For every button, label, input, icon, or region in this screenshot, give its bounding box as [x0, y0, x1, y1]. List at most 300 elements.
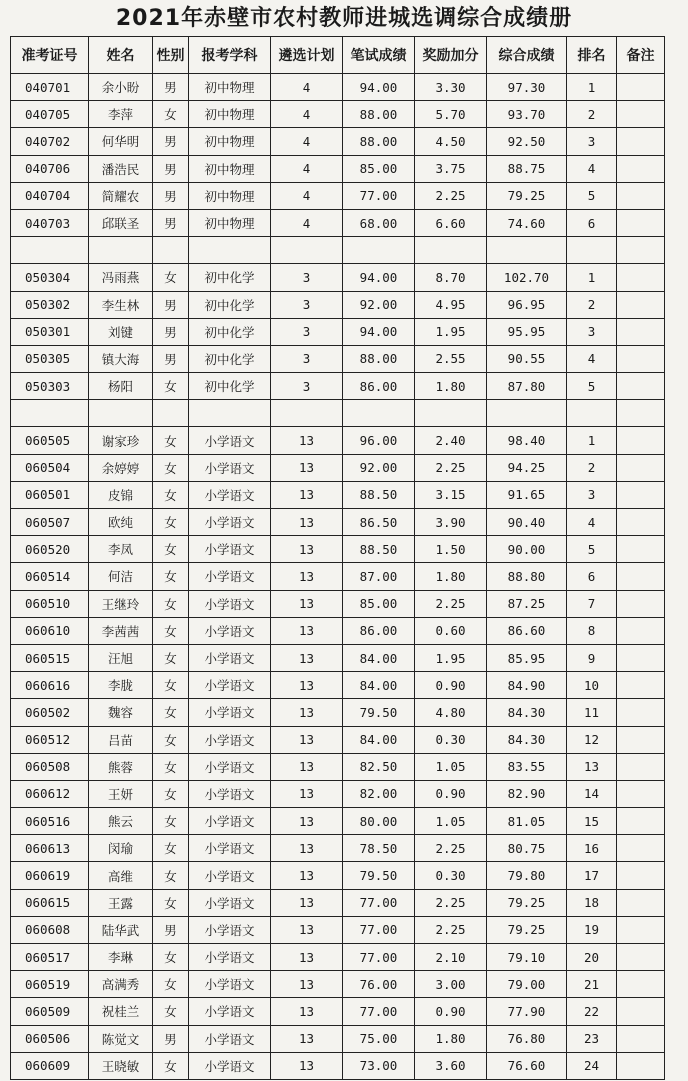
cell-written-score: 92.00 [343, 291, 415, 318]
cell-written-score: 80.00 [343, 808, 415, 835]
table-row [11, 1025, 665, 1052]
cell-subject: 小学语文 [189, 862, 271, 889]
cell-name: 杨阳 [89, 373, 153, 400]
cell-plan: 4 [271, 182, 343, 209]
cell-subject: 小学语文 [189, 971, 271, 998]
cell-exam-id: 060505 [11, 427, 89, 454]
empty-cell [617, 237, 665, 264]
cell-written-score: 94.00 [343, 318, 415, 345]
empty-cell [189, 400, 271, 427]
table-row [11, 1052, 665, 1079]
cell-total-score: 96.95 [487, 291, 567, 318]
cell-exam-id: 060510 [11, 590, 89, 617]
cell-remark [617, 264, 665, 291]
cell-total-score: 82.90 [487, 780, 567, 807]
cell-written-score: 84.00 [343, 672, 415, 699]
cell-subject: 小学语文 [189, 617, 271, 644]
cell-name: 何洁 [89, 563, 153, 590]
cell-total-score: 90.40 [487, 509, 567, 536]
cell-bonus: 2.10 [415, 944, 487, 971]
cell-name: 陈觉文 [89, 1025, 153, 1052]
cell-exam-id: 050303 [11, 373, 89, 400]
cell-gender: 男 [153, 128, 189, 155]
cell-exam-id: 050304 [11, 264, 89, 291]
cell-total-score: 83.55 [487, 753, 567, 780]
cell-gender: 男 [153, 74, 189, 101]
cell-rank: 17 [567, 862, 617, 889]
cell-plan: 13 [271, 481, 343, 508]
cell-gender: 女 [153, 971, 189, 998]
cell-total-score: 77.90 [487, 998, 567, 1025]
cell-remark [617, 998, 665, 1025]
empty-cell [617, 400, 665, 427]
cell-bonus: 1.05 [415, 808, 487, 835]
cell-subject: 小学语文 [189, 427, 271, 454]
cell-total-score: 81.05 [487, 808, 567, 835]
cell-bonus: 0.90 [415, 998, 487, 1025]
cell-plan: 3 [271, 345, 343, 372]
cell-remark [617, 182, 665, 209]
cell-total-score: 98.40 [487, 427, 567, 454]
header-gender: 性别 [153, 37, 189, 74]
cell-subject: 初中物理 [189, 182, 271, 209]
cell-total-score: 79.10 [487, 944, 567, 971]
cell-remark [617, 1025, 665, 1052]
cell-remark [617, 916, 665, 943]
cell-rank: 7 [567, 590, 617, 617]
header-subject: 报考学科 [189, 37, 271, 74]
cell-written-score: 77.00 [343, 944, 415, 971]
cell-written-score: 96.00 [343, 427, 415, 454]
cell-rank: 24 [567, 1052, 617, 1079]
cell-bonus: 3.75 [415, 155, 487, 182]
table-row [11, 182, 665, 209]
cell-written-score: 88.00 [343, 101, 415, 128]
cell-rank: 4 [567, 155, 617, 182]
group-separator-row [11, 400, 665, 427]
table-row [11, 155, 665, 182]
cell-name: 潘浩民 [89, 155, 153, 182]
cell-gender: 男 [153, 1025, 189, 1052]
cell-subject: 初中化学 [189, 291, 271, 318]
cell-plan: 13 [271, 944, 343, 971]
cell-name: 李萍 [89, 101, 153, 128]
cell-rank: 5 [567, 536, 617, 563]
cell-plan: 4 [271, 209, 343, 236]
cell-total-score: 93.70 [487, 101, 567, 128]
cell-name: 李胧 [89, 672, 153, 699]
cell-remark [617, 373, 665, 400]
cell-written-score: 86.00 [343, 617, 415, 644]
table-row [11, 944, 665, 971]
cell-name: 简耀农 [89, 182, 153, 209]
cell-written-score: 77.00 [343, 916, 415, 943]
cell-remark [617, 345, 665, 372]
cell-total-score: 79.25 [487, 889, 567, 916]
cell-remark [617, 862, 665, 889]
table-row [11, 209, 665, 236]
cell-exam-id: 060519 [11, 971, 89, 998]
cell-total-score: 91.65 [487, 481, 567, 508]
cell-remark [617, 889, 665, 916]
cell-gender: 女 [153, 998, 189, 1025]
cell-name: 魏容 [89, 699, 153, 726]
cell-name: 刘键 [89, 318, 153, 345]
cell-subject: 小学语文 [189, 644, 271, 671]
cell-exam-id: 060509 [11, 998, 89, 1025]
cell-remark [617, 427, 665, 454]
empty-cell [11, 237, 89, 264]
cell-bonus: 2.25 [415, 916, 487, 943]
cell-bonus: 1.95 [415, 318, 487, 345]
cell-subject: 初中物理 [189, 155, 271, 182]
cell-remark [617, 454, 665, 481]
cell-exam-id: 040701 [11, 74, 89, 101]
table-row [11, 889, 665, 916]
table-row [11, 916, 665, 943]
cell-written-score: 79.50 [343, 862, 415, 889]
cell-written-score: 82.00 [343, 780, 415, 807]
cell-exam-id: 060501 [11, 481, 89, 508]
cell-exam-id: 060609 [11, 1052, 89, 1079]
table-row [11, 563, 665, 590]
cell-rank: 23 [567, 1025, 617, 1052]
cell-gender: 男 [153, 182, 189, 209]
cell-remark [617, 291, 665, 318]
cell-plan: 13 [271, 590, 343, 617]
cell-plan: 4 [271, 128, 343, 155]
cell-name: 余婷婷 [89, 454, 153, 481]
table-row [11, 264, 665, 291]
cell-total-score: 88.75 [487, 155, 567, 182]
cell-written-score: 84.00 [343, 726, 415, 753]
cell-plan: 13 [271, 835, 343, 862]
empty-cell [415, 400, 487, 427]
cell-rank: 16 [567, 835, 617, 862]
cell-remark [617, 808, 665, 835]
cell-gender: 女 [153, 835, 189, 862]
cell-name: 王晓敏 [89, 1052, 153, 1079]
cell-total-score: 102.70 [487, 264, 567, 291]
cell-name: 吕苗 [89, 726, 153, 753]
empty-cell [153, 400, 189, 427]
cell-rank: 12 [567, 726, 617, 753]
cell-total-score: 90.55 [487, 345, 567, 372]
cell-exam-id: 060502 [11, 699, 89, 726]
cell-name: 闵瑜 [89, 835, 153, 862]
cell-total-score: 87.80 [487, 373, 567, 400]
cell-name: 高满秀 [89, 971, 153, 998]
cell-exam-id: 060517 [11, 944, 89, 971]
cell-rank: 11 [567, 699, 617, 726]
cell-subject: 小学语文 [189, 944, 271, 971]
header-plan: 遴选计划 [271, 37, 343, 74]
cell-remark [617, 209, 665, 236]
cell-rank: 6 [567, 209, 617, 236]
cell-plan: 13 [271, 1025, 343, 1052]
cell-subject: 小学语文 [189, 835, 271, 862]
cell-subject: 初中物理 [189, 74, 271, 101]
cell-plan: 3 [271, 264, 343, 291]
cell-subject: 小学语文 [189, 536, 271, 563]
cell-total-score: 85.95 [487, 644, 567, 671]
cell-written-score: 68.00 [343, 209, 415, 236]
empty-cell [567, 400, 617, 427]
cell-gender: 女 [153, 862, 189, 889]
cell-bonus: 3.00 [415, 971, 487, 998]
cell-written-score: 78.50 [343, 835, 415, 862]
cell-rank: 13 [567, 753, 617, 780]
cell-remark [617, 128, 665, 155]
cell-exam-id: 060508 [11, 753, 89, 780]
cell-name: 李琳 [89, 944, 153, 971]
empty-cell [11, 400, 89, 427]
cell-written-score: 84.00 [343, 644, 415, 671]
cell-name: 王妍 [89, 780, 153, 807]
cell-total-score: 79.00 [487, 971, 567, 998]
cell-subject: 初中物理 [189, 209, 271, 236]
empty-cell [343, 400, 415, 427]
cell-plan: 13 [271, 808, 343, 835]
cell-exam-id: 060608 [11, 916, 89, 943]
empty-cell [271, 400, 343, 427]
cell-bonus: 5.70 [415, 101, 487, 128]
table-row [11, 318, 665, 345]
cell-name: 冯雨燕 [89, 264, 153, 291]
cell-remark [617, 672, 665, 699]
cell-bonus: 0.30 [415, 862, 487, 889]
table-row [11, 509, 665, 536]
cell-total-score: 76.80 [487, 1025, 567, 1052]
cell-rank: 9 [567, 644, 617, 671]
table-body [11, 74, 665, 1080]
cell-bonus: 1.95 [415, 644, 487, 671]
cell-rank: 2 [567, 454, 617, 481]
cell-remark [617, 699, 665, 726]
cell-gender: 女 [153, 427, 189, 454]
score-table [10, 36, 665, 1080]
cell-subject: 初中化学 [189, 373, 271, 400]
cell-remark [617, 944, 665, 971]
cell-rank: 6 [567, 563, 617, 590]
cell-bonus: 2.25 [415, 182, 487, 209]
cell-bonus: 2.25 [415, 454, 487, 481]
cell-subject: 小学语文 [189, 1025, 271, 1052]
cell-subject: 小学语文 [189, 481, 271, 508]
cell-bonus: 2.25 [415, 835, 487, 862]
cell-name: 高维 [89, 862, 153, 889]
header-rank: 排名 [567, 37, 617, 74]
cell-rank: 10 [567, 672, 617, 699]
table-row [11, 454, 665, 481]
cell-exam-id: 040704 [11, 182, 89, 209]
cell-rank: 5 [567, 373, 617, 400]
cell-remark [617, 590, 665, 617]
cell-gender: 男 [153, 291, 189, 318]
cell-name: 熊云 [89, 808, 153, 835]
cell-gender: 男 [153, 345, 189, 372]
cell-bonus: 3.90 [415, 509, 487, 536]
table-row [11, 128, 665, 155]
cell-rank: 21 [567, 971, 617, 998]
cell-exam-id: 060506 [11, 1025, 89, 1052]
cell-gender: 女 [153, 944, 189, 971]
table-row [11, 780, 665, 807]
cell-gender: 女 [153, 753, 189, 780]
cell-subject: 小学语文 [189, 753, 271, 780]
empty-cell [89, 400, 153, 427]
cell-name: 谢家珍 [89, 427, 153, 454]
cell-rank: 15 [567, 808, 617, 835]
cell-rank: 18 [567, 889, 617, 916]
empty-cell [343, 237, 415, 264]
cell-remark [617, 835, 665, 862]
cell-bonus: 0.30 [415, 726, 487, 753]
cell-bonus: 1.80 [415, 373, 487, 400]
cell-gender: 男 [153, 318, 189, 345]
empty-cell [189, 237, 271, 264]
cell-name: 李生林 [89, 291, 153, 318]
cell-written-score: 86.00 [343, 373, 415, 400]
cell-total-score: 95.95 [487, 318, 567, 345]
cell-plan: 13 [271, 1052, 343, 1079]
cell-plan: 13 [271, 971, 343, 998]
cell-name: 皮锦 [89, 481, 153, 508]
document-title: 2021年赤壁市农村教师进城选调综合成绩册 [115, 6, 573, 31]
cell-name: 陆华武 [89, 916, 153, 943]
cell-plan: 13 [271, 726, 343, 753]
cell-rank: 2 [567, 291, 617, 318]
cell-bonus: 0.90 [415, 672, 487, 699]
cell-subject: 初中物理 [189, 101, 271, 128]
cell-gender: 女 [153, 889, 189, 916]
cell-written-score: 88.00 [343, 345, 415, 372]
cell-rank: 1 [567, 427, 617, 454]
table-row [11, 644, 665, 671]
empty-cell [89, 237, 153, 264]
cell-plan: 13 [271, 617, 343, 644]
cell-rank: 3 [567, 481, 617, 508]
cell-name: 王继玲 [89, 590, 153, 617]
cell-subject: 初中化学 [189, 345, 271, 372]
cell-gender: 女 [153, 672, 189, 699]
cell-gender: 女 [153, 264, 189, 291]
cell-gender: 女 [153, 780, 189, 807]
cell-written-score: 79.50 [343, 699, 415, 726]
cell-subject: 初中化学 [189, 318, 271, 345]
cell-subject: 小学语文 [189, 808, 271, 835]
cell-exam-id: 060515 [11, 644, 89, 671]
cell-subject: 小学语文 [189, 509, 271, 536]
empty-cell [487, 400, 567, 427]
table-row [11, 808, 665, 835]
empty-cell [271, 237, 343, 264]
cell-remark [617, 509, 665, 536]
cell-gender: 女 [153, 536, 189, 563]
cell-remark [617, 481, 665, 508]
table-row [11, 373, 665, 400]
cell-plan: 13 [271, 699, 343, 726]
cell-exam-id: 040702 [11, 128, 89, 155]
cell-remark [617, 74, 665, 101]
cell-exam-id: 060507 [11, 509, 89, 536]
cell-exam-id: 060615 [11, 889, 89, 916]
cell-written-score: 86.50 [343, 509, 415, 536]
table-row [11, 971, 665, 998]
empty-cell [415, 237, 487, 264]
cell-plan: 4 [271, 101, 343, 128]
cell-exam-id: 060520 [11, 536, 89, 563]
cell-plan: 3 [271, 291, 343, 318]
cell-total-score: 74.60 [487, 209, 567, 236]
cell-subject: 初中化学 [189, 264, 271, 291]
cell-plan: 13 [271, 753, 343, 780]
cell-written-score: 85.00 [343, 155, 415, 182]
table-row [11, 699, 665, 726]
cell-gender: 女 [153, 509, 189, 536]
empty-cell [153, 237, 189, 264]
cell-name: 李凤 [89, 536, 153, 563]
cell-bonus: 2.25 [415, 889, 487, 916]
cell-written-score: 87.00 [343, 563, 415, 590]
cell-plan: 3 [271, 373, 343, 400]
header-name: 姓名 [89, 37, 153, 74]
cell-total-score: 86.60 [487, 617, 567, 644]
cell-gender: 男 [153, 155, 189, 182]
cell-plan: 13 [271, 454, 343, 481]
cell-bonus: 1.80 [415, 563, 487, 590]
cell-plan: 13 [271, 862, 343, 889]
cell-bonus: 4.95 [415, 291, 487, 318]
cell-total-score: 76.60 [487, 1052, 567, 1079]
cell-subject: 小学语文 [189, 454, 271, 481]
cell-remark [617, 644, 665, 671]
cell-total-score: 84.30 [487, 699, 567, 726]
cell-total-score: 97.30 [487, 74, 567, 101]
cell-name: 李茜茜 [89, 617, 153, 644]
cell-plan: 13 [271, 916, 343, 943]
cell-exam-id: 060512 [11, 726, 89, 753]
cell-gender: 女 [153, 373, 189, 400]
cell-plan: 13 [271, 889, 343, 916]
header-written-score: 笔试成绩 [343, 37, 415, 74]
cell-written-score: 88.50 [343, 481, 415, 508]
cell-name: 镇大海 [89, 345, 153, 372]
table-row [11, 726, 665, 753]
cell-exam-id: 060613 [11, 835, 89, 862]
cell-rank: 5 [567, 182, 617, 209]
header-bonus: 奖励加分 [415, 37, 487, 74]
cell-exam-id: 060516 [11, 808, 89, 835]
cell-plan: 13 [271, 427, 343, 454]
table-row [11, 345, 665, 372]
table-header-row [11, 37, 665, 74]
cell-bonus: 3.15 [415, 481, 487, 508]
empty-cell [567, 237, 617, 264]
cell-subject: 初中物理 [189, 128, 271, 155]
cell-remark [617, 726, 665, 753]
cell-total-score: 87.25 [487, 590, 567, 617]
cell-rank: 2 [567, 101, 617, 128]
table-row [11, 753, 665, 780]
table-row [11, 101, 665, 128]
cell-written-score: 77.00 [343, 998, 415, 1025]
table-row [11, 536, 665, 563]
cell-name: 余小盼 [89, 74, 153, 101]
cell-gender: 男 [153, 209, 189, 236]
cell-written-score: 88.50 [343, 536, 415, 563]
cell-gender: 女 [153, 1052, 189, 1079]
